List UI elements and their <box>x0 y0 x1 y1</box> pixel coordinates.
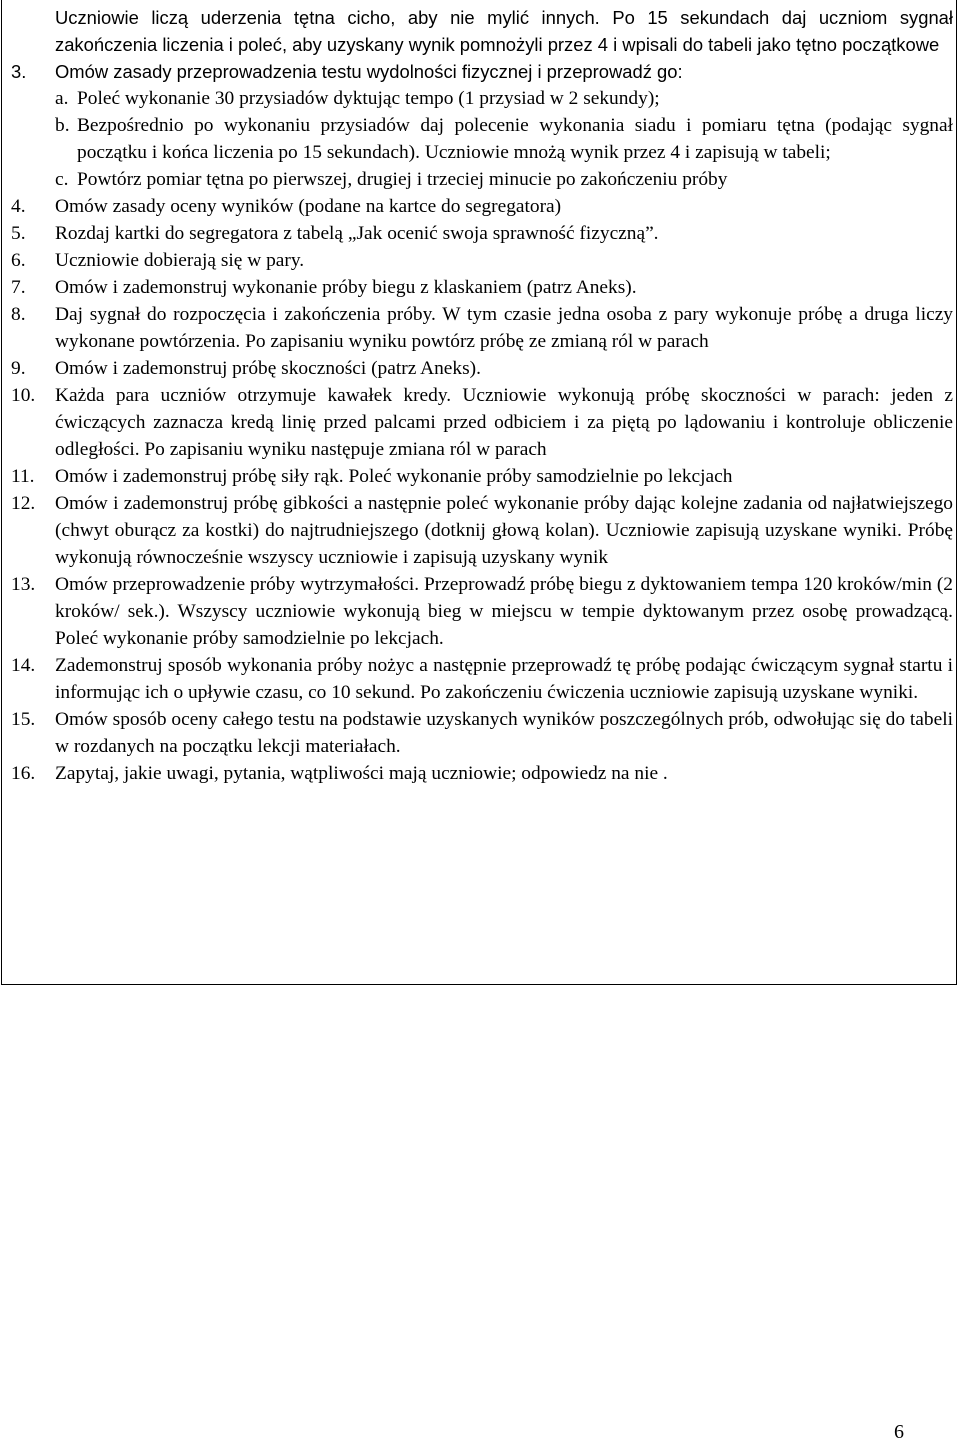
list-item-9 <box>11 355 953 382</box>
sub-item-letter: b. <box>55 115 70 136</box>
list-item-7 <box>11 274 953 301</box>
content-frame <box>1 0 957 985</box>
list-item-15 <box>11 706 953 760</box>
item-number: 10. <box>11 385 36 406</box>
item-text: Rozdaj kartki do segregatora z tabelą „Jak ocenić swoja sprawność fizyczną”. <box>55 223 659 244</box>
intro-paragraph: Uczniowie liczą uderzenia tętna cicho, aby nie mylić innych. Po 15 sekundach daj uczniom sygnał zakończenia liczenia i poleć, aby uzyskany wynik pomnożyli przez 4 i wpisali do tabeli jako tętno początkowe <box>55 7 953 55</box>
item-number: 4. <box>11 196 26 217</box>
item-number: 7. <box>11 277 26 298</box>
sub-item-text: Bezpośrednio po wykonaniu przysiadów daj polecenie wykonania siadu i pomiaru tętna (podając sygnał początku i końca liczenia po 15 sekundach). Uczniowie mnożą wynik przez 4 i zapisują w tabeli; <box>77 115 953 163</box>
sub-item-letter: c. <box>55 169 69 190</box>
list-item-12 <box>11 490 953 571</box>
item-text: Omów i zademonstruj próbę siły rąk. Poleć wykonanie próby samodzielnie po lekcjach <box>55 466 733 487</box>
item-number: 13. <box>11 574 36 595</box>
sub-item-b <box>55 112 953 166</box>
list-item-6 <box>11 247 953 274</box>
item-text: Każda para uczniów otrzymuje kawałek kredy. Uczniowie wykonują próbę skoczności w parach: jeden z ćwiczących zaznacza kredą linię przed palcami przed odbiciem i za piętą po lądowaniu i kontroluje obliczenie odległości. Po zapisaniu wyniku następuje zmiana ról w parach <box>55 385 953 460</box>
list-item-8 <box>11 301 953 355</box>
item-number: 5. <box>11 223 26 244</box>
item-number: 9. <box>11 358 26 379</box>
item-text: Zademonstruj sposób wykonania próby nożyc a następnie przeprowadź tę próbę podając ćwiczącym sygnał startu i informując ich o upływie czasu, co 10 sekund. Po zakończeniu ćwiczenia uczniowie zapisują uzyskane wyniki. <box>55 655 953 703</box>
sub-item-text: Powtórz pomiar tętna po pierwszej, drugiej i trzeciej minucie po zakończeniu próby <box>77 169 728 190</box>
list-item-14 <box>11 652 953 706</box>
item-number: 14. <box>11 655 36 676</box>
item-number: 15. <box>11 709 36 730</box>
item-number: 16. <box>11 763 36 784</box>
list-item-13 <box>11 571 953 652</box>
item-text: Omów przeprowadzenie próby wytrzymałości. Przeprowadź próbę biegu z dyktowaniem tempa 120 kroków/min (2 kroków/ sek.). Wszyscy uczniowie wykonują bieg w miejscu w tempie dyktowanym przez osobę prowadzącą. Poleć wykonanie próby samodzielnie po lekcjach. <box>55 574 953 649</box>
item-text: Omów i zademonstruj próbę skoczności (patrz Aneks). <box>55 358 481 379</box>
page-number: 6 <box>894 1421 904 1443</box>
sub-item-letter: a. <box>55 88 69 109</box>
list-item-16 <box>11 760 953 787</box>
list-item-4 <box>11 193 953 220</box>
item-text: Omów i zademonstruj wykonanie próby biegu z klaskaniem (patrz Aneks). <box>55 277 637 298</box>
item-text: Omów zasady przeprowadzenia testu wydolności fizycznej i przeprowadź go: <box>55 61 683 82</box>
item-number: 8. <box>11 304 26 325</box>
sub-item-text: Poleć wykonanie 30 przysiadów dyktując tempo (1 przysiad w 2 sekundy); <box>77 88 660 109</box>
item-text: Omów zasady oceny wyników (podane na kartce do segregatora) <box>55 196 562 217</box>
item-text: Uczniowie dobierają się w pary. <box>55 250 305 271</box>
sub-item-a <box>55 85 953 112</box>
list-item-5 <box>11 220 953 247</box>
sub-list-3 <box>11 85 953 193</box>
item-number: 3. <box>11 61 27 82</box>
list-item-10 <box>11 382 953 463</box>
item-text: Omów sposób oceny całego testu na podstawie uzyskanych wyników poszczególnych prób, odwołując się do tabeli w rozdanych na początku lekcji materiałach. <box>55 709 953 757</box>
item-text: Daj sygnał do rozpoczęcia i zakończenia próby. W tym czasie jedna osoba z pary wykonuje próbę a druga liczy wykonane powtórzenia. Po zapisaniu wyniku powtórz próbę ze zmianą ról w parach <box>55 304 953 352</box>
sub-item-c <box>55 166 953 193</box>
item-number: 12. <box>11 493 36 514</box>
item-number: 11. <box>11 466 35 487</box>
list-item-3 <box>11 58 953 85</box>
item-text: Zapytaj, jakie uwagi, pytania, wątpliwości mają uczniowie; odpowiedz na nie . <box>55 763 668 784</box>
item-text: Omów i zademonstruj próbę gibkości a następnie poleć wykonanie próby dając kolejne zadania od najłatwiejszego (chwyt oburącz za kostki) do najtrudniejszego (dotknij głową kolan). Uczniowie zapisują uzyskane wyniki. Próbę wykonują równocześnie wszyscy uczniowie i zapisują uzyskany wynik <box>55 493 953 568</box>
item-number: 6. <box>11 250 26 271</box>
lesson-text <box>11 4 953 787</box>
list-item-11 <box>11 463 953 490</box>
